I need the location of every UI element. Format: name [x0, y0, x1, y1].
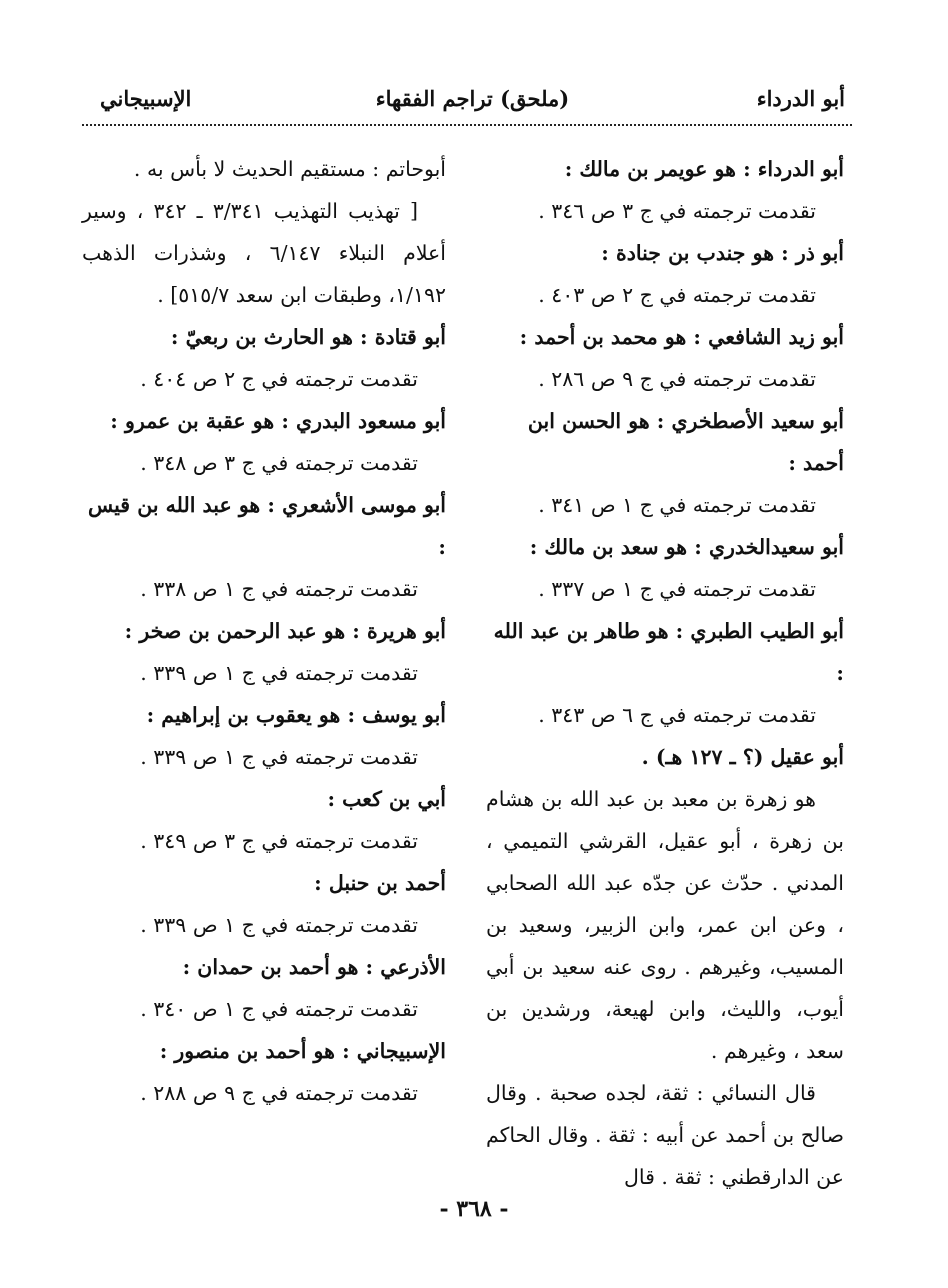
entry-isbijani-reference: تقدمت ترجمته في ج ٩ ص ٢٨٨ .	[140, 1081, 418, 1105]
page-number: - ٣٦٨ -	[439, 1196, 509, 1222]
entry-abu-yusuf-reference: تقدمت ترجمته في ج ١ ص ٣٣٩ .	[140, 745, 418, 769]
entry-abu-qatada-reference: تقدمت ترجمته في ج ٢ ص ٤٠٤ .	[140, 367, 418, 391]
entry-ubayy-heading: أبي بن كعب :	[327, 787, 446, 811]
entry-abu-said-istakhri-reference: تقدمت ترجمته في ج ١ ص ٣٤١ .	[538, 493, 816, 517]
header-last-entry: الإسبيجاني	[100, 86, 192, 111]
entry-abu-dharr-reference: تقدمت ترجمته في ج ٢ ص ٤٠٣ .	[538, 283, 816, 307]
running-header	[100, 86, 845, 120]
entry-abu-dharr-heading: أبو ذر : هو جندب بن جنادة :	[601, 241, 844, 265]
entry-abu-masud-reference: تقدمت ترجمته في ج ٣ ص ٣٤٨ .	[140, 451, 418, 475]
entry-abu-masud-heading: أبو مسعود البدري : هو عقبة بن عمرو :	[110, 409, 446, 433]
entry-abu-zayd-reference: تقدمت ترجمته في ج ٩ ص ٢٨٦ .	[538, 367, 816, 391]
entry-abu-aqil-grading: قال النسائي : ثقة، لجده صحبة . وقال صالح بن أحمد عن أبيه : ثقة . وقال الحاكم عن الدارقطني : ثقة . قال	[486, 1081, 844, 1189]
entry-isbijani-heading: الإسبيجاني : هو أحمد بن منصور :	[159, 1039, 446, 1063]
right-column	[486, 148, 844, 1198]
abu-aqil-sources: [ تهذيب التهذيب ٣/٣٤١ ـ ٣٤٢ ، وسير أعلام النبلاء ٦/١٤٧ ، وشذرات الذهب ١/١٩٢، وطبقات ابن سعد ٥١٥/٧] .	[82, 199, 446, 307]
header-section-title: (ملحق) تراجم الفقهاء	[375, 86, 570, 111]
entry-abu-aqil-biography: هو زهرة بن معبد بن عبد الله بن هشام بن زهرة ، أبو عقيل، القرشي التميمي ، المدني . حدّث عن جدّه عبد الله الصحابي ، وعن ابن عمر، وابن الزبير، وسعيد بن المسيب، وغيرهم . روى عنه سعيد بن أبي أيوب، والليث، وابن لهيعة، ورشدين بن سعد ، وغيرهم .	[486, 787, 844, 1063]
entry-abu-said-khudri-heading: أبو سعيدالخدري : هو سعد بن مالك :	[529, 535, 844, 559]
abu-hatim-grading: أبوحاتم : مستقيم الحديث لا بأس به .	[133, 157, 446, 181]
left-column	[82, 148, 446, 1114]
entry-adhrai-reference: تقدمت ترجمته في ج ١ ص ٣٤٠ .	[140, 997, 418, 1021]
entry-abu-tayyib-reference: تقدمت ترجمته في ج ٦ ص ٣٤٣ .	[538, 703, 816, 727]
entry-abu-yusuf-heading: أبو يوسف : هو يعقوب بن إبراهيم :	[146, 703, 446, 727]
entry-ahmad-reference: تقدمت ترجمته في ج ١ ص ٣٣٩ .	[140, 913, 418, 937]
entry-abu-darda-heading: أبو الدرداء : هو عويمر بن مالك :	[564, 157, 844, 181]
entry-abu-aqil-heading: أبو عقيل (؟ ـ ١٢٧ هـ) .	[641, 745, 844, 769]
entry-abu-musa-heading: أبو موسى الأشعري : هو عبد الله بن قيس :	[87, 493, 446, 559]
entry-abu-qatada-heading: أبو قتادة : هو الحارث بن ربعيّ :	[170, 325, 446, 349]
entry-abu-hurayra-heading: أبو هريرة : هو عبد الرحمن بن صخر :	[124, 619, 446, 643]
entry-abu-hurayra-reference: تقدمت ترجمته في ج ١ ص ٣٣٩ .	[140, 661, 418, 685]
entry-adhrai-heading: الأذرعي : هو أحمد بن حمدان :	[182, 955, 446, 979]
header-divider	[82, 124, 852, 126]
entry-abu-zayd-heading: أبو زيد الشافعي : هو محمد بن أحمد :	[519, 325, 844, 349]
entry-ahmad-heading: أحمد بن حنبل :	[314, 871, 446, 895]
entry-abu-tayyib-heading: أبو الطيب الطبري : هو طاهر بن عبد الله :	[493, 619, 844, 685]
header-first-entry: أبو الدرداء	[756, 86, 845, 111]
entry-abu-said-khudri-reference: تقدمت ترجمته في ج ١ ص ٣٣٧ .	[538, 577, 816, 601]
entry-abu-said-istakhri-heading: أبو سعيد الأصطخري : هو الحسن ابن أحمد :	[527, 409, 844, 475]
entry-ubayy-reference: تقدمت ترجمته في ج ٣ ص ٣٤٩ .	[140, 829, 418, 853]
entry-abu-darda-reference: تقدمت ترجمته في ج ٣ ص ٣٤٦ .	[538, 199, 816, 223]
entry-abu-musa-reference: تقدمت ترجمته في ج ١ ص ٣٣٨ .	[140, 577, 418, 601]
